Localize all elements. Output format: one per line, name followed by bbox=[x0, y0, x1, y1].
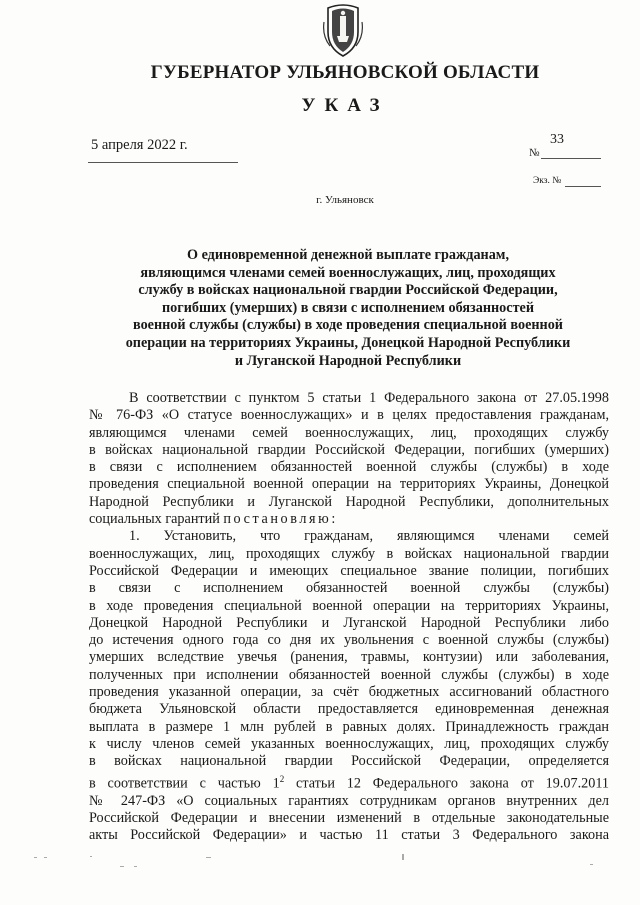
decree-title bbox=[85, 247, 611, 370]
document-type: УКАЗ bbox=[301, 95, 389, 116]
preamble-closing-line bbox=[89, 511, 609, 528]
superscript: 2 bbox=[279, 773, 285, 784]
document-date: 5 апреля 2022 г. bbox=[91, 137, 188, 153]
preamble-line: в связи с исполнением обязанностей военной службы (службы) в ходе bbox=[89, 459, 609, 476]
preamble-line: Народной Республики и Луганской Народной Республики, дополнительных bbox=[89, 493, 609, 510]
enacting-verb: постановляю: bbox=[223, 511, 338, 528]
item-line: 1. Установить, что гражданам, являющимся членами семей bbox=[129, 528, 609, 545]
coat-of-arms-emblem bbox=[322, 2, 364, 58]
item-line: к числу членов семей указанных военнослужащих, лиц, проходящих службу bbox=[89, 735, 609, 752]
item-line: Донецкой Народной Республики и Луганской Народной Республики либо bbox=[89, 614, 609, 631]
item-line: бюджета Ульяновской области предоставляется единовременная денежная bbox=[89, 701, 609, 718]
item-line: в ходе проведения специальной военной операции на территориях Украины, bbox=[89, 597, 609, 614]
item-line: проведения указанной операции, за счёт бюджетных ассигнований областного bbox=[89, 684, 609, 701]
preamble-line: № 76-ФЗ «О статусе военнослужащих» и в целях предоставления гражданам, bbox=[89, 407, 609, 424]
title-line: военной службы (службы) в ходе проведения специальной военной bbox=[133, 317, 563, 334]
copy-number-label: Экз. № bbox=[533, 176, 562, 186]
preamble-line: проведения специальной военной операции на территориях Украины, Донецкой bbox=[89, 476, 609, 493]
date-underline bbox=[88, 162, 238, 163]
item-line: выплата в размере 1 млн рублей в равных долях. Принадлежность граждан bbox=[89, 718, 609, 735]
copy-number-underline bbox=[565, 186, 601, 187]
document-number: 33 bbox=[550, 132, 564, 147]
number-underline bbox=[541, 158, 601, 159]
issuing-authority: ГУБЕРНАТОР УЛЬЯНОВСКОЙ ОБЛАСТИ bbox=[150, 62, 540, 83]
title-line: О единовременной денежной выплате гражданам, bbox=[186, 247, 510, 263]
title-line: службу в войсках национальной гвардии Российской Федерации, bbox=[138, 282, 558, 299]
title-line: и Луганской Народной Республики bbox=[234, 352, 462, 369]
item-line: в войсках национальной гвардии Российской Федерации, определяется bbox=[89, 753, 609, 770]
item-line: в связи с исполнением обязанностей военной службы (службы) bbox=[89, 580, 609, 597]
item-line: полученных при исполнении обязанностей военной службы (службы) в ходе bbox=[89, 666, 609, 683]
city-of-issue: г. Ульяновск bbox=[316, 194, 374, 206]
preamble-line: социальных гарантий bbox=[89, 511, 220, 528]
item-line-rest: статьи 12 Федерального закона от 19.07.2011 bbox=[284, 775, 609, 792]
item-line: Российской Федерации и имеющих специальное звание полиции, погибших bbox=[89, 562, 609, 579]
title-line: являющимся членами семей военнослужащих, лиц, проходящих bbox=[140, 264, 556, 281]
item-line: до истечения одного года со дня их увольнения с военной службы (службы) bbox=[89, 632, 609, 649]
title-line: операции на территориях Украины, Донецкой Народной Республики bbox=[125, 334, 571, 351]
decree-body bbox=[89, 390, 609, 844]
item-line-with-superscript bbox=[89, 771, 609, 793]
item-line: военнослужащих, лиц, проходящих службу в войсках национальной гвардии bbox=[89, 545, 609, 562]
scan-footer-marks bbox=[30, 854, 630, 874]
preamble-line: в войсках национальной гвардии Российской Федерации, погибших (умерших) bbox=[89, 441, 609, 458]
item-line: Российской Федерации и внесении изменений в отдельные законодательные bbox=[89, 809, 609, 826]
item-line: в соответствии с частью 1 bbox=[89, 775, 280, 792]
item-line: № 247-ФЗ «О социальных гарантиях сотрудникам органов внутренних дел bbox=[89, 792, 609, 809]
preamble-line: являющимся членами семей военнослужащих, лиц, проходящих службу bbox=[89, 424, 609, 441]
title-line: погибших (умерших) в связи с исполнением обязанностей bbox=[161, 299, 535, 316]
item-line: умерших вследствие увечья (ранения, травмы, контузии) или заболевания, bbox=[89, 649, 609, 666]
item-line: акты Российской Федерации» и частью 11 статьи 3 Федерального закона bbox=[89, 827, 609, 844]
preamble-line: В соответствии с пунктом 5 статьи 1 Федерального закона от 27.05.1998 bbox=[129, 390, 609, 406]
number-label: № bbox=[529, 147, 540, 159]
